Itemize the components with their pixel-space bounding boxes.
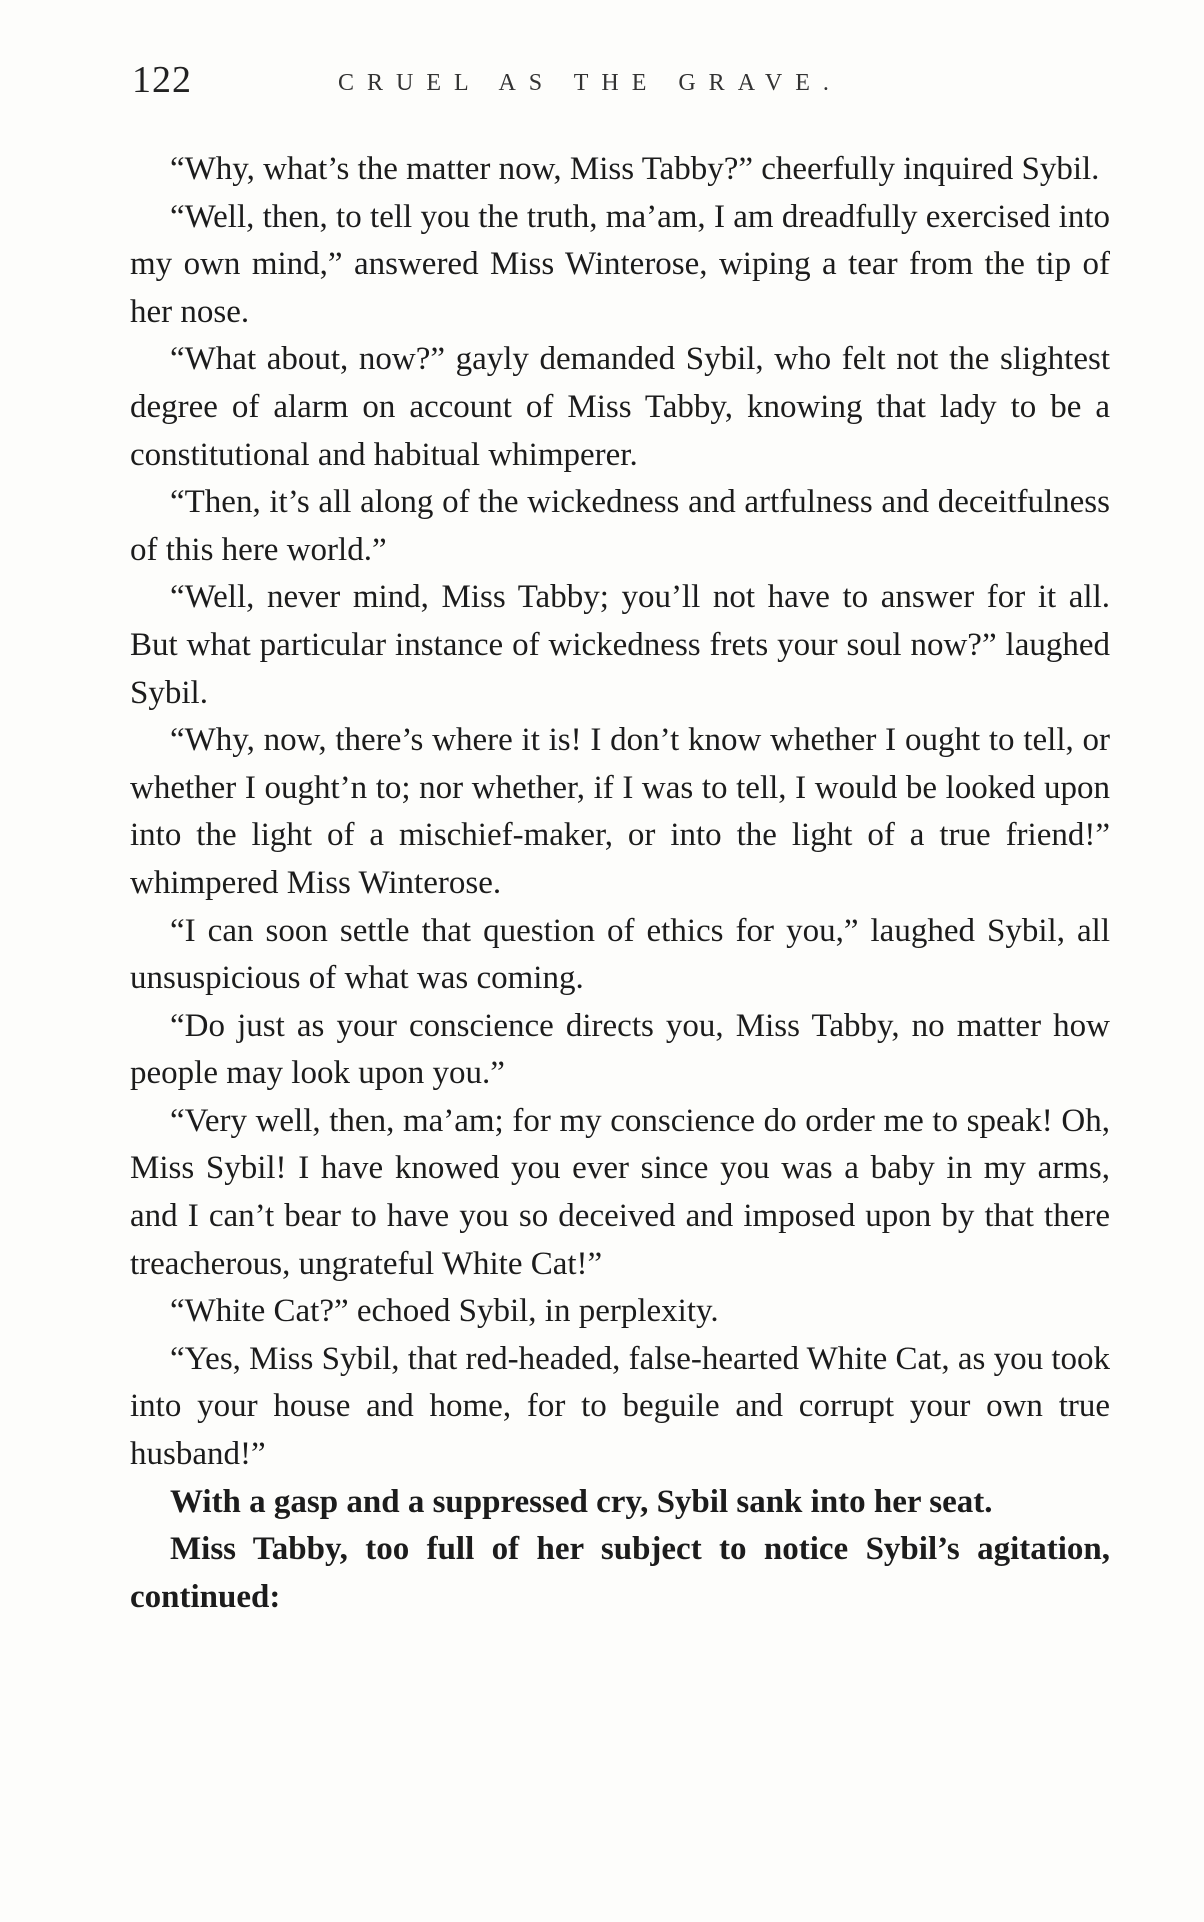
paragraph: “White Cat?” echoed Sybil, in perplexity. <box>170 1293 719 1330</box>
page-header <box>132 58 1112 108</box>
paragraph: “Do just as your conscience directs you, Miss Tabby, no matter how people may look upon you.” <box>130 1007 1110 1092</box>
paragraph: “Then, it’s all along of the wickedness and artfulness and deceitfulness of this here world.” <box>130 484 1110 568</box>
paragraph: “Well, then, to tell you the truth, ma’am, I am dreadfully exercised into my own mind,” answered Miss Winterose, wiping a tear from the tip of her nose. <box>130 198 1110 330</box>
running-title: CRUEL AS THE GRAVE. <box>338 70 842 96</box>
paragraph: “I can soon settle that question of ethics for you,” laughed Sybil, all unsuspicious of what was coming. <box>130 912 1110 997</box>
paragraph: “Very well, then, ma’am; for my conscience do order me to speak! Oh, Miss Sybil! I have knowed you ever since you was a baby in my arms, and I can’t bear to have you so deceived and imposed upon by that there treacherous, ungrateful White Cat!” <box>130 1102 1110 1282</box>
paragraph: Miss Tabby, too full of her subject to notice Sybil’s agitation, continued: <box>130 1531 1110 1615</box>
paragraph: “Why, now, there’s where it is! I don’t know whether I ought to tell, or whether I ought’n to; nor whether, if I was to tell, I would be looked upon into the light of a mischief-maker, or into the light of a true friend!” whimpered Miss Winterose. <box>130 722 1110 901</box>
paragraph: With a gasp and a suppressed cry, Sybil sank into her seat. <box>170 1483 993 1520</box>
paragraph: “What about, now?” gayly demanded Sybil, who felt not the slightest degree of alarm on account of Miss Tabby, knowing that lady to be a constitutional and habitual whimperer. <box>130 341 1110 473</box>
paragraph: “Well, never mind, Miss Tabby; you’ll not have to answer for it all. But what particular instance of wickedness frets your soul now?” laughed Sybil. <box>130 579 1110 711</box>
body-text <box>130 146 1110 1621</box>
paragraph: “Why, what’s the matter now, Miss Tabby?” cheerfully inquired Sybil. <box>170 151 1100 187</box>
page-number: 122 <box>132 59 192 101</box>
paragraph: “Yes, Miss Sybil, that red-headed, false-hearted White Cat, as you took into your house and home, for to beguile and corrupt your own true husband!” <box>130 1340 1111 1473</box>
